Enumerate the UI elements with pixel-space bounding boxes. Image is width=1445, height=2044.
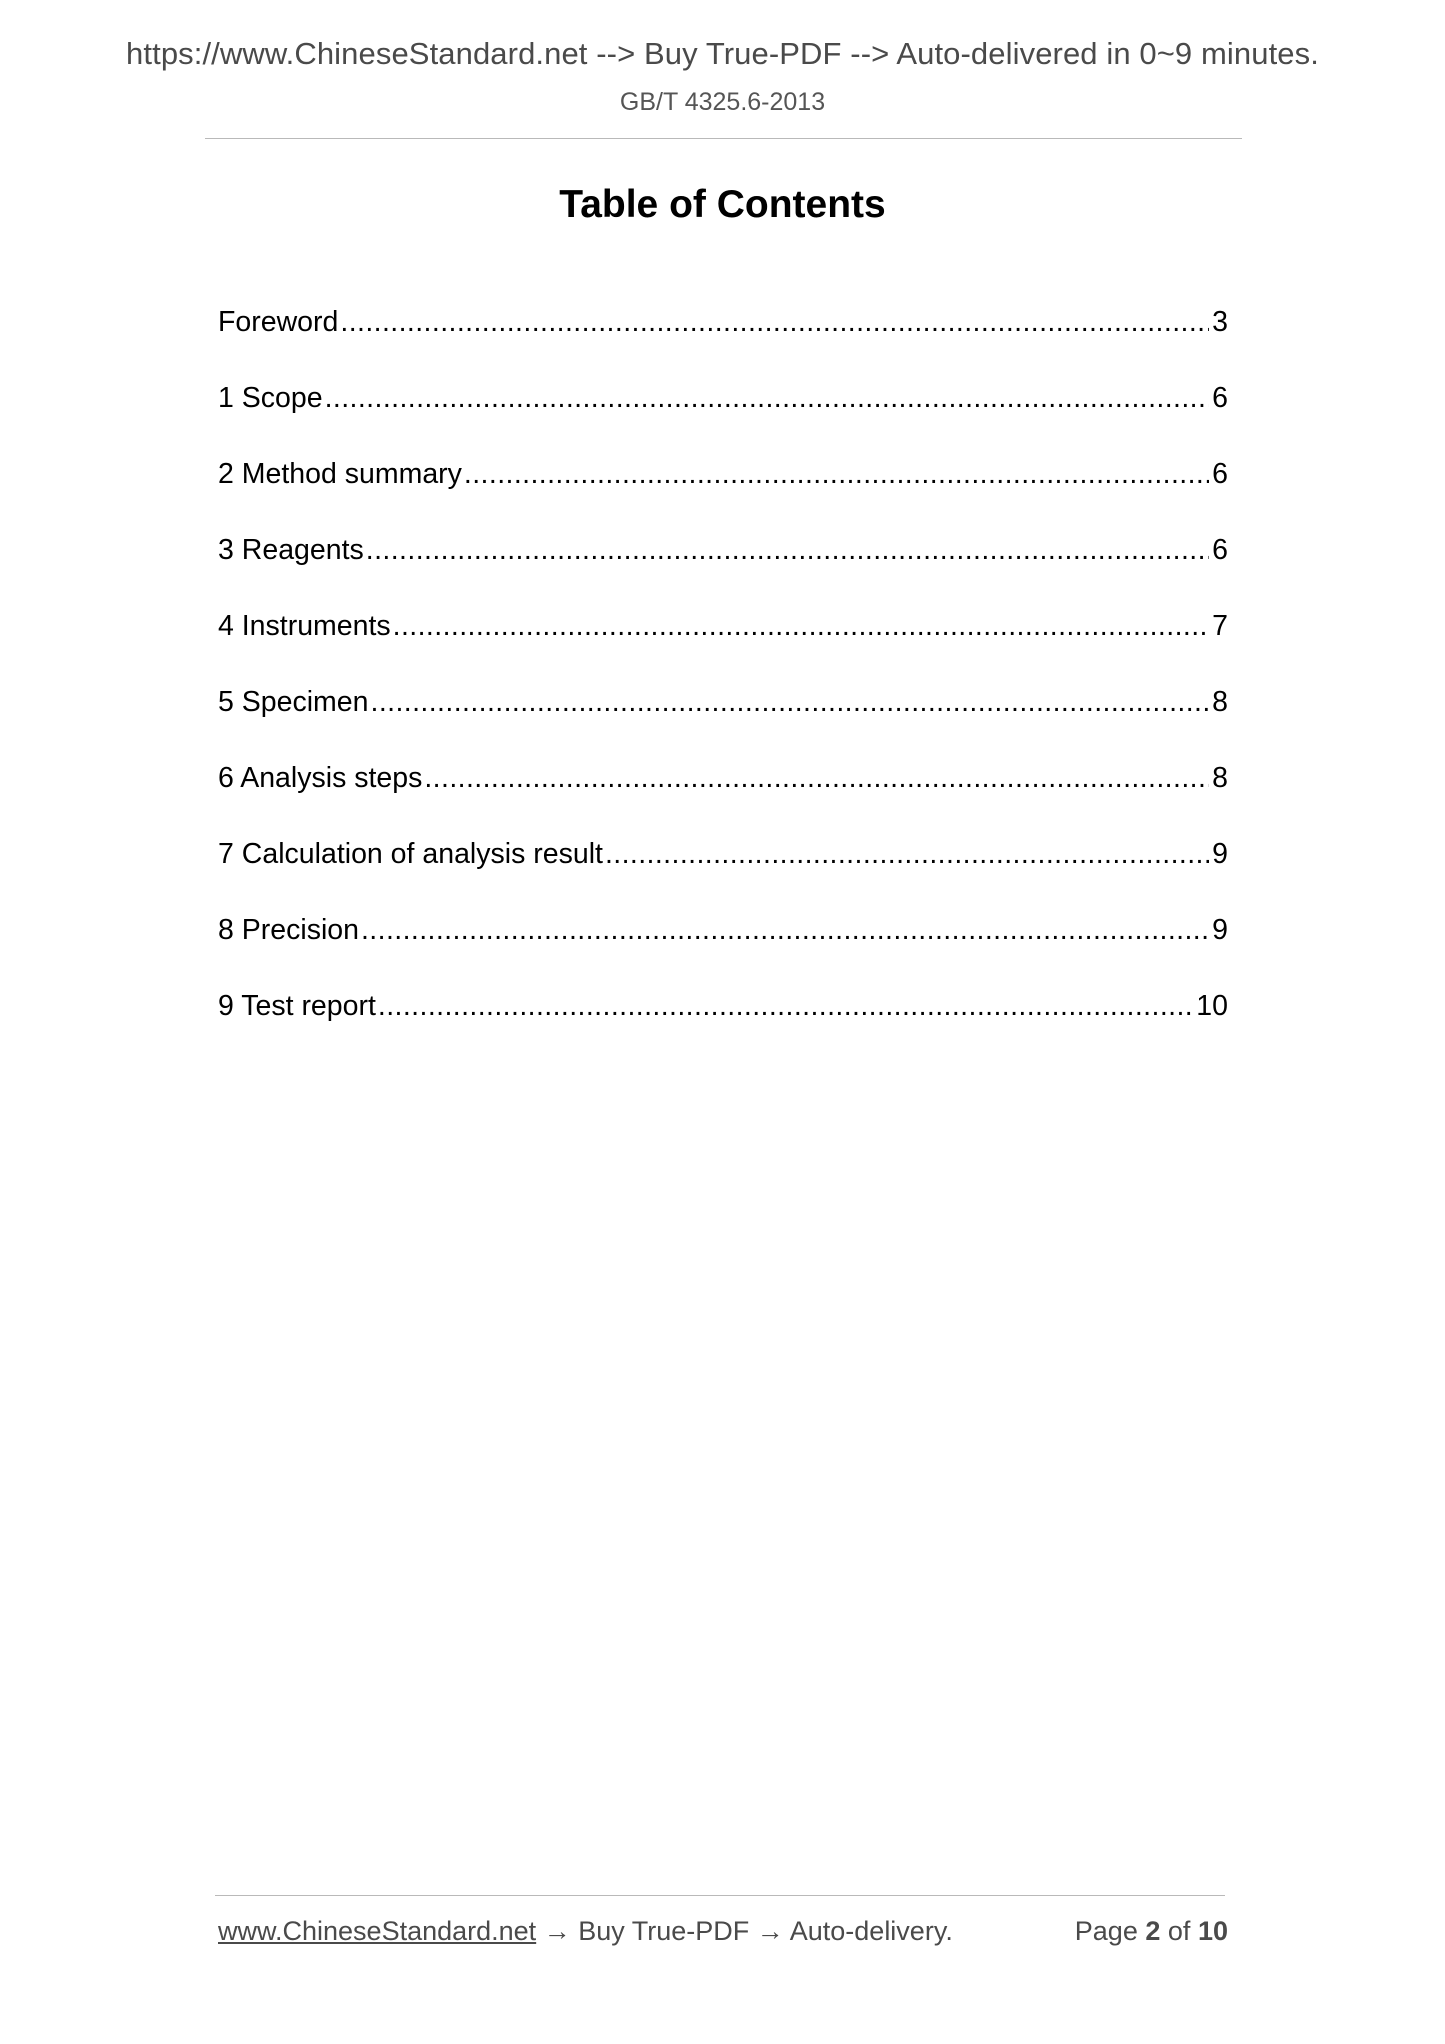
toc-entry-label: 4 Instruments	[218, 610, 391, 642]
header-banner: https://www.ChineseStandard.net --> Buy True-PDF --> Auto-delivered in 0~9 minutes.	[126, 36, 1319, 71]
toc-dot-leader	[340, 302, 1209, 342]
footer-promo	[218, 1916, 953, 1947]
toc-entry-label: 5 Specimen	[218, 686, 369, 718]
toc-entry-page: 10	[1196, 990, 1228, 1022]
footer-divider	[215, 1895, 1225, 1896]
toc-entry-page: 8	[1212, 762, 1228, 794]
toc-dot-leader	[361, 910, 1209, 950]
toc-entry-precision[interactable]	[218, 910, 1228, 986]
toc-entry-label: 7 Calculation of analysis result	[218, 838, 603, 870]
toc-dot-leader	[424, 758, 1209, 798]
toc-entry-scope[interactable]	[218, 378, 1228, 454]
toc-entry-page: 3	[1212, 306, 1228, 338]
toc-entry-label: 2 Method summary	[218, 458, 462, 490]
page-total: 10	[1197, 1916, 1228, 1946]
document-code: GB/T 4325.6-2013	[619, 88, 826, 116]
toc-dot-leader	[378, 986, 1193, 1026]
toc-dot-leader	[605, 834, 1209, 874]
page-number	[1075, 1916, 1228, 1947]
toc-dot-leader	[366, 530, 1209, 570]
toc-dot-leader	[325, 378, 1210, 418]
of-word: of	[1167, 1916, 1191, 1946]
toc-entry-page: 9	[1212, 838, 1228, 870]
page-word: Page	[1074, 1916, 1138, 1946]
toc-entry-label: 3 Reagents	[218, 534, 364, 566]
toc-dot-leader	[371, 682, 1210, 722]
toc-entry-page: 6	[1212, 458, 1228, 490]
toc-entry-page: 7	[1212, 610, 1228, 642]
toc-entry-specimen[interactable]	[218, 682, 1228, 758]
toc-entry-page: 8	[1212, 686, 1228, 718]
toc-entry-page: 6	[1212, 534, 1228, 566]
toc-dot-leader	[393, 606, 1209, 646]
toc-entry-test-report[interactable]	[218, 986, 1228, 1062]
toc-entry-method-summary[interactable]	[218, 454, 1228, 530]
header-divider	[205, 138, 1242, 139]
toc-entry-instruments[interactable]	[218, 606, 1228, 682]
toc-entry-label: 8 Precision	[218, 914, 359, 946]
toc-entry-calculation[interactable]	[218, 834, 1228, 910]
footer-tagline: → Buy True-PDF → Auto-delivery.	[536, 1916, 953, 1946]
toc-entry-label: 1 Scope	[218, 382, 323, 414]
toc-entry-label: 6 Analysis steps	[218, 762, 423, 794]
toc-dot-leader	[464, 454, 1209, 494]
toc-entry-label: 9 Test report	[218, 990, 376, 1022]
toc-title: Table of Contents	[559, 183, 886, 226]
table-of-contents	[218, 302, 1228, 1062]
toc-entry-foreword[interactable]	[218, 302, 1228, 378]
footer-site-link[interactable]: www.ChineseStandard.net	[218, 1916, 537, 1946]
toc-entry-analysis-steps[interactable]	[218, 758, 1228, 834]
toc-entry-page: 9	[1212, 914, 1228, 946]
toc-entry-page: 6	[1212, 382, 1228, 414]
toc-entry-reagents[interactable]	[218, 530, 1228, 606]
toc-entry-label: Foreword	[218, 306, 339, 338]
page-current: 2	[1145, 1916, 1161, 1946]
